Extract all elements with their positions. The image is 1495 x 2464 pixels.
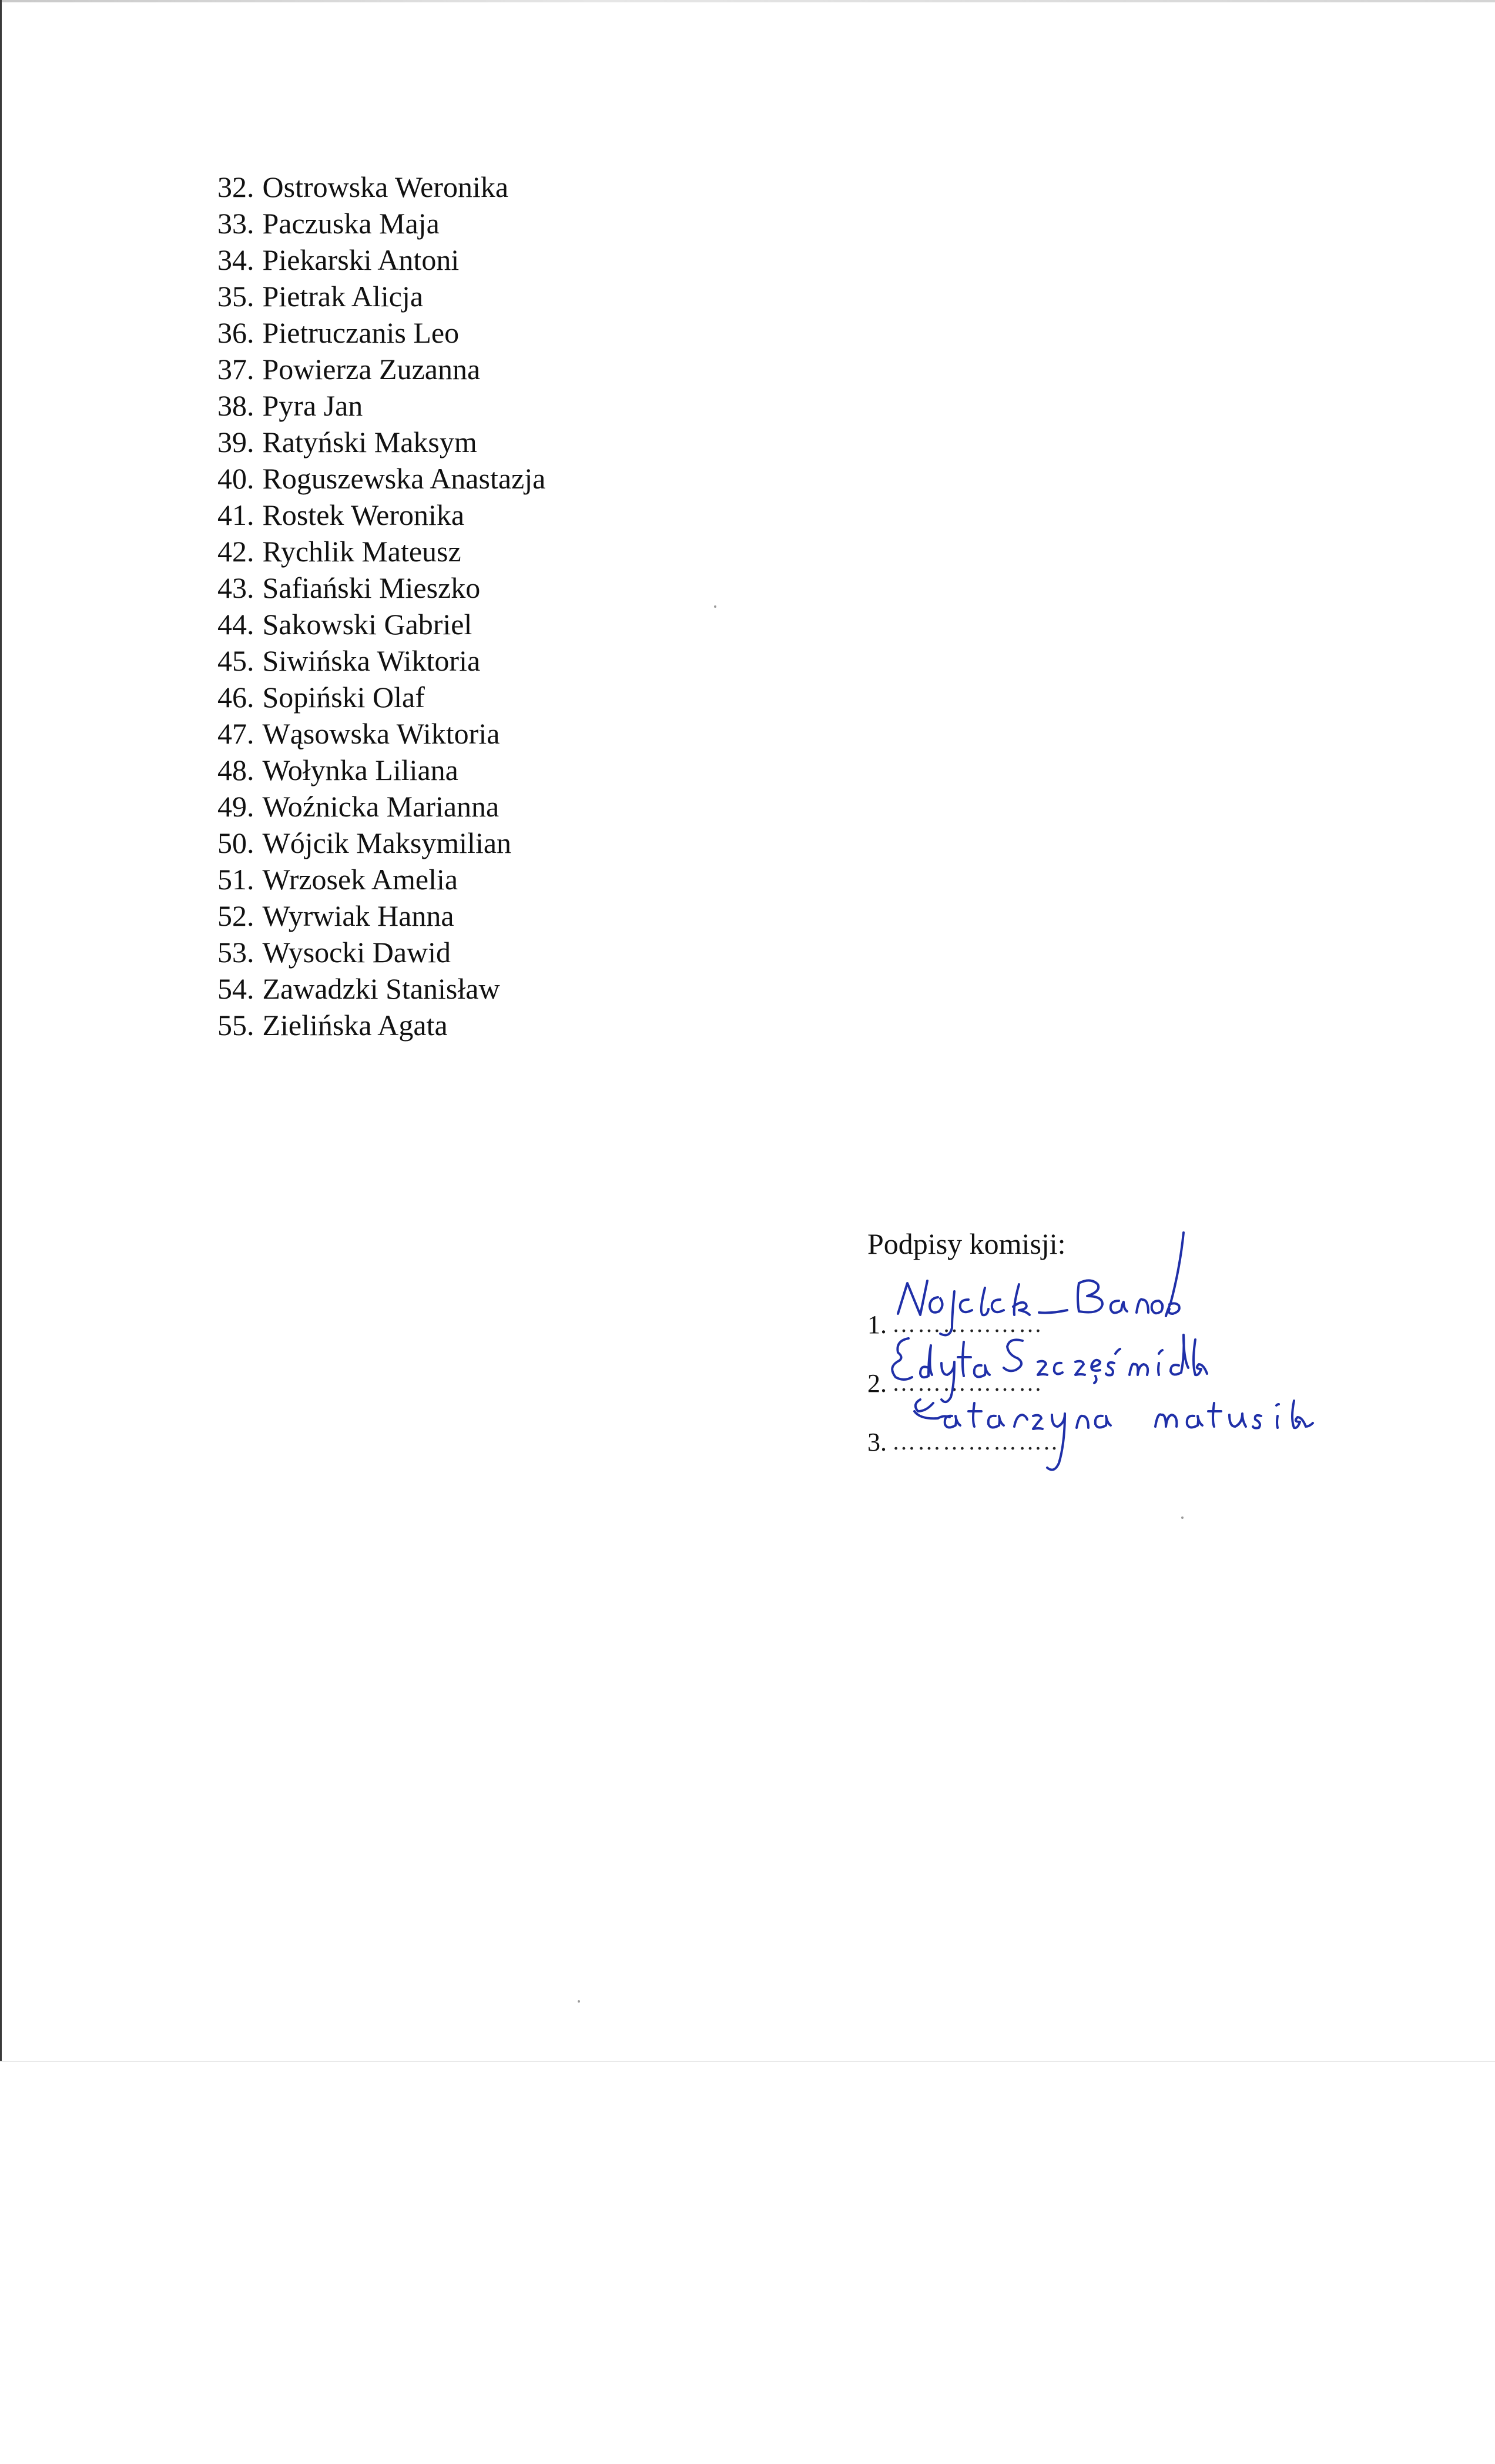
- list-item-number: 41.: [217, 498, 254, 531]
- list-item-number: 47.: [217, 717, 254, 750]
- list-item-name: Pietruczanis Leo: [262, 316, 460, 349]
- list-item-number: 52.: [217, 899, 254, 932]
- list-item: [217, 679, 545, 715]
- list-item-name: Roguszewska Anastazja: [262, 462, 546, 495]
- list-item-number: 48.: [217, 754, 254, 786]
- list-item-number: 38.: [217, 389, 254, 422]
- list-item-number: 55.: [217, 1009, 254, 1042]
- list-item: [217, 460, 545, 497]
- list-item: [217, 387, 545, 424]
- list-item-name: Wrzosek Amelia: [262, 863, 458, 896]
- list-item: [217, 715, 545, 752]
- scan-speck: [1181, 1516, 1184, 1519]
- list-item: [217, 642, 545, 679]
- scan-bottom-edge: [0, 2061, 1495, 2062]
- list-item-number: 40.: [217, 462, 254, 495]
- list-item: [217, 314, 545, 351]
- signature-row-number: 1.: [867, 1310, 887, 1339]
- scan-left-edge: [0, 0, 2, 2062]
- list-item-name: Safiański Mieszko: [262, 571, 481, 604]
- list-item: [217, 533, 545, 570]
- list-item: [217, 788, 545, 825]
- list-item-name: Rychlik Mateusz: [262, 535, 461, 568]
- commission-title: Podpisy komisji:: [867, 1227, 1066, 1260]
- list-item-number: 46.: [217, 681, 254, 714]
- list-item-name: Ratyński Maksym: [262, 426, 477, 458]
- list-item-name: Wąsowska Wiktoria: [262, 717, 500, 750]
- scan-top-edge: [0, 0, 1495, 2]
- list-item-name: Piekarski Antoni: [262, 243, 460, 276]
- scan-speck: [578, 2000, 580, 2003]
- list-item-name: Rostek Weronika: [262, 498, 465, 531]
- list-item-name: Paczuska Maja: [262, 207, 440, 240]
- list-item: [217, 205, 545, 242]
- list-item-number: 49.: [217, 790, 254, 823]
- list-item-name: Wyrwiak Hanna: [262, 899, 454, 932]
- list-item: [217, 934, 545, 970]
- list-item-number: 39.: [217, 426, 254, 458]
- list-item: [217, 825, 545, 861]
- list-item-name: Wołynka Liliana: [262, 754, 458, 786]
- list-item-number: 42.: [217, 535, 254, 568]
- list-item-number: 53.: [217, 936, 254, 969]
- list-item: [217, 424, 545, 460]
- list-item-name: Pyra Jan: [262, 389, 363, 422]
- list-item: [217, 169, 545, 205]
- scan-speck: [714, 605, 716, 608]
- list-item-number: 34.: [217, 243, 254, 276]
- list-item-number: 43.: [217, 571, 254, 604]
- list-item: [217, 861, 545, 898]
- list-item-name: Powierza Zuzanna: [262, 353, 481, 386]
- list-item-name: Wysocki Dawid: [262, 936, 451, 969]
- list-item: [217, 752, 545, 788]
- list-item-name: Sopiński Olaf: [262, 681, 425, 714]
- list-item-number: 32.: [217, 170, 254, 203]
- list-item-name: Pietrak Alicja: [262, 280, 424, 313]
- list-item: [217, 278, 545, 314]
- list-item-name: Zielińska Agata: [262, 1009, 448, 1042]
- handwritten-signature-3: [897, 1388, 1414, 1488]
- list-item-number: 36.: [217, 316, 254, 349]
- list-item: [217, 1007, 545, 1043]
- list-item: [217, 570, 545, 606]
- list-item-name: Ostrowska Weronika: [262, 170, 509, 203]
- list-item: [217, 606, 545, 642]
- list-item-name: Siwińska Wiktoria: [262, 644, 481, 677]
- signature-row-number: 3.: [867, 1428, 887, 1457]
- signature-row-3: [867, 1397, 1455, 1456]
- list-item-number: 54.: [217, 972, 254, 1005]
- signature-dotted-line: ………………: [892, 1370, 1044, 1396]
- list-item-number: 35.: [217, 280, 254, 313]
- student-list: [217, 169, 545, 1043]
- list-item-number: 51.: [217, 863, 254, 896]
- list-item-number: 33.: [217, 207, 254, 240]
- list-item-name: Sakowski Gabriel: [262, 608, 472, 641]
- signature-row-number: 2.: [867, 1369, 887, 1398]
- list-item-name: Woźnicka Marianna: [262, 790, 500, 823]
- list-item-number: 37.: [217, 353, 254, 386]
- list-item: [217, 497, 545, 533]
- list-item-name: Wójcik Maksymilian: [262, 826, 512, 859]
- list-item: [217, 970, 545, 1007]
- signature-dotted-line: ………………: [892, 1311, 1044, 1337]
- commission-signatures-block: [867, 1226, 1455, 1457]
- list-item-number: 45.: [217, 644, 254, 677]
- list-item-number: 50.: [217, 826, 254, 859]
- list-item-number: 44.: [217, 608, 254, 641]
- list-item: [217, 898, 545, 934]
- list-item: [217, 242, 545, 278]
- signature-dotted-line: ………………..: [892, 1428, 1059, 1455]
- list-item-name: Zawadzki Stanisław: [262, 972, 500, 1005]
- list-item: [217, 351, 545, 387]
